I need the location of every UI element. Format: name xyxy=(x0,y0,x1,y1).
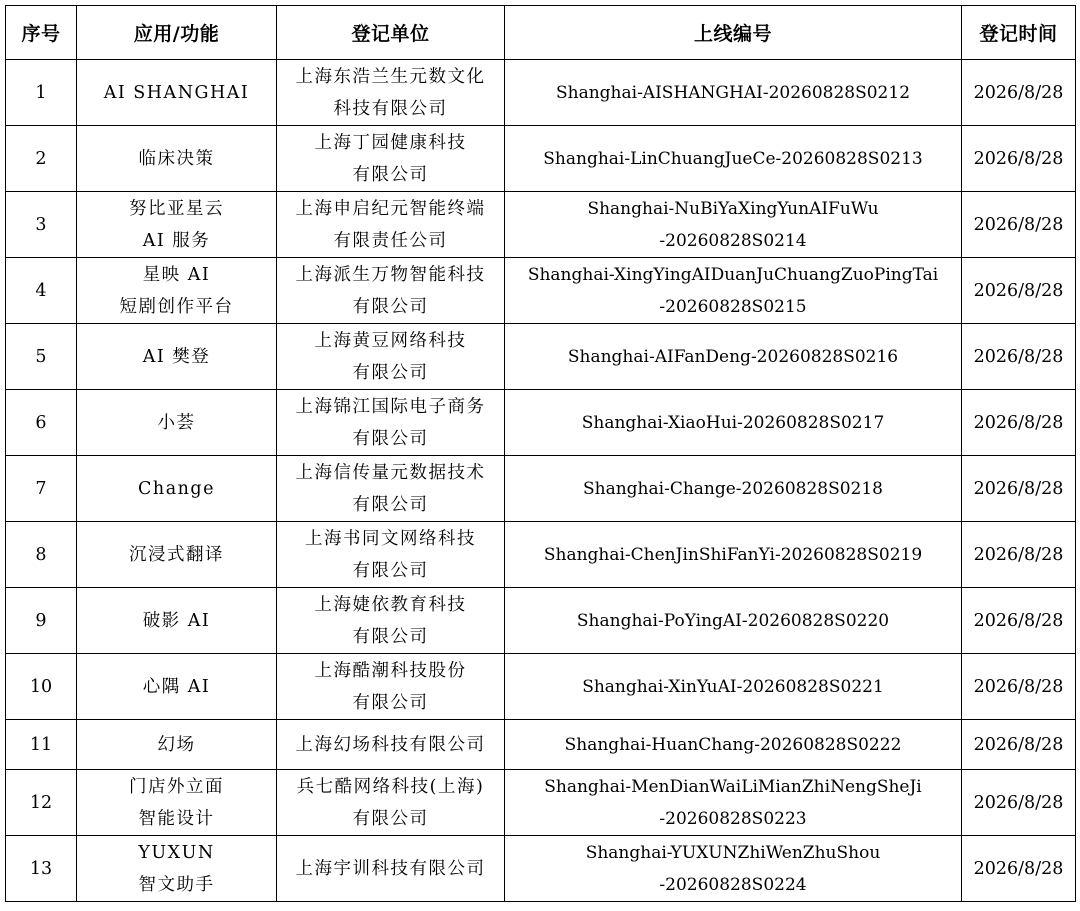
cell-code-line: Shanghai-NuBiYaXingYunAIFuWu xyxy=(587,198,879,219)
cell-app xyxy=(77,456,277,522)
cell-date: 2026/8/28 xyxy=(962,192,1076,258)
cell-org-line: 有限公司 xyxy=(352,428,429,449)
cell-code-line: Shanghai-AISHANGHAI-20260828S0212 xyxy=(555,82,911,103)
cell-org-line: 上海申启纪元智能终端 xyxy=(295,198,486,219)
cell-org xyxy=(277,770,505,836)
cell-app-line: 沉浸式翻译 xyxy=(129,544,224,565)
table-header-row xyxy=(6,6,1076,60)
cell-app-line: AI 服务 xyxy=(142,230,211,251)
header-index: 序号 xyxy=(6,6,77,60)
cell-index: 12 xyxy=(6,770,77,836)
cell-org xyxy=(277,720,505,770)
cell-code-line: Shanghai-XingYingAIDuanJuChuangZuoPingTai xyxy=(527,264,939,285)
cell-app xyxy=(77,126,277,192)
table-row xyxy=(6,390,1076,456)
header-org: 登记单位 xyxy=(277,6,505,60)
cell-org-line: 有限公司 xyxy=(352,494,429,515)
cell-org xyxy=(277,192,505,258)
cell-org-line: 有限公司 xyxy=(352,626,429,647)
header-app: 应用/功能 xyxy=(77,6,277,60)
cell-index: 10 xyxy=(6,654,77,720)
cell-org-line: 有限责任公司 xyxy=(333,230,448,251)
cell-org-line: 有限公司 xyxy=(352,164,429,185)
cell-code xyxy=(505,770,962,836)
registration-table xyxy=(5,5,1076,902)
cell-code xyxy=(505,192,962,258)
cell-app xyxy=(77,770,277,836)
cell-code-line: Shanghai-XinYuAI-20260828S0221 xyxy=(582,676,884,697)
cell-org-line: 上海派生万物智能科技 xyxy=(295,264,486,285)
cell-code-line: Shanghai-AIFanDeng-20260828S0216 xyxy=(567,346,899,367)
cell-org-line: 上海黄豆网络科技 xyxy=(314,330,467,351)
cell-org-line: 有限公司 xyxy=(352,808,429,829)
cell-app xyxy=(77,588,277,654)
table-row xyxy=(6,192,1076,258)
cell-code-line: Shanghai-YUXUNZhiWenZhuShou xyxy=(585,842,881,863)
cell-code-line: Shanghai-LinChuangJueCe-20260828S0213 xyxy=(543,148,923,169)
cell-date: 2026/8/28 xyxy=(962,836,1076,902)
cell-code xyxy=(505,390,962,456)
cell-app-line: AI SHANGHAI xyxy=(103,82,250,103)
cell-app-line: 智能设计 xyxy=(138,808,215,829)
cell-code xyxy=(505,324,962,390)
cell-org xyxy=(277,60,505,126)
cell-code-line: Shanghai-HuanChang-20260828S0222 xyxy=(564,734,902,755)
cell-app xyxy=(77,390,277,456)
cell-app-line: 门店外立面 xyxy=(129,776,224,797)
cell-app-line: YUXUN xyxy=(138,842,215,863)
cell-code-line: -20260828S0215 xyxy=(659,296,807,317)
cell-org-line: 上海信传量元数据技术 xyxy=(295,462,486,483)
cell-index: 5 xyxy=(6,324,77,390)
cell-date: 2026/8/28 xyxy=(962,390,1076,456)
cell-code-line: -20260828S0214 xyxy=(659,230,807,251)
cell-app-line: 星映 AI xyxy=(142,264,211,285)
table-row xyxy=(6,522,1076,588)
cell-date: 2026/8/28 xyxy=(962,654,1076,720)
cell-org-line: 有限公司 xyxy=(352,362,429,383)
cell-code-line: Shanghai-Change-20260828S0218 xyxy=(583,478,883,499)
cell-code-line: Shanghai-XiaoHui-20260828S0217 xyxy=(581,412,885,433)
table-row xyxy=(6,456,1076,522)
cell-app xyxy=(77,720,277,770)
cell-date: 2026/8/28 xyxy=(962,588,1076,654)
cell-org-line: 上海酷潮科技股份 xyxy=(314,660,467,681)
cell-org-line: 上海东浩兰生元数文化 xyxy=(295,66,486,87)
cell-date: 2026/8/28 xyxy=(962,770,1076,836)
cell-index: 4 xyxy=(6,258,77,324)
cell-date: 2026/8/28 xyxy=(962,522,1076,588)
cell-code xyxy=(505,654,962,720)
cell-org-line: 兵七酷网络科技(上海) xyxy=(296,776,485,797)
cell-org xyxy=(277,456,505,522)
cell-date: 2026/8/28 xyxy=(962,258,1076,324)
table-row xyxy=(6,770,1076,836)
cell-code-line: -20260828S0223 xyxy=(659,808,807,829)
cell-index: 11 xyxy=(6,720,77,770)
cell-org-line: 上海书同文网络科技 xyxy=(305,528,476,549)
cell-app-line: 短剧创作平台 xyxy=(119,296,234,317)
cell-code xyxy=(505,720,962,770)
cell-date: 2026/8/28 xyxy=(962,720,1076,770)
cell-org xyxy=(277,588,505,654)
cell-index: 9 xyxy=(6,588,77,654)
cell-org xyxy=(277,126,505,192)
cell-app xyxy=(77,192,277,258)
cell-index: 7 xyxy=(6,456,77,522)
cell-index: 3 xyxy=(6,192,77,258)
cell-org-line: 上海幻场科技有限公司 xyxy=(295,734,486,755)
cell-org xyxy=(277,836,505,902)
cell-code-line: Shanghai-MenDianWaiLiMianZhiNengSheJi xyxy=(544,776,922,797)
cell-org xyxy=(277,654,505,720)
header-date: 登记时间 xyxy=(962,6,1076,60)
cell-date: 2026/8/28 xyxy=(962,456,1076,522)
cell-org-line: 上海宇训科技有限公司 xyxy=(295,858,486,879)
cell-code xyxy=(505,60,962,126)
table-row xyxy=(6,836,1076,902)
cell-org-line: 有限公司 xyxy=(352,560,429,581)
cell-app-line: Change xyxy=(138,478,215,499)
cell-code xyxy=(505,126,962,192)
cell-app xyxy=(77,522,277,588)
cell-app-line: AI 樊登 xyxy=(142,346,211,367)
cell-code-line: Shanghai-PoYingAI-20260828S0220 xyxy=(576,610,890,631)
table-row xyxy=(6,60,1076,126)
cell-app-line: 临床决策 xyxy=(138,148,215,169)
cell-org-line: 上海丁园健康科技 xyxy=(314,132,467,153)
cell-app xyxy=(77,654,277,720)
cell-org-line: 上海锦江国际电子商务 xyxy=(295,396,486,417)
cell-app-line: 努比亚星云 xyxy=(129,198,224,219)
header-code: 上线编号 xyxy=(505,6,962,60)
cell-code xyxy=(505,522,962,588)
cell-date: 2026/8/28 xyxy=(962,60,1076,126)
cell-org-line: 有限公司 xyxy=(352,692,429,713)
cell-index: 8 xyxy=(6,522,77,588)
cell-org-line: 科技有限公司 xyxy=(333,98,448,119)
cell-date: 2026/8/28 xyxy=(962,324,1076,390)
cell-app xyxy=(77,836,277,902)
table-row xyxy=(6,654,1076,720)
cell-index: 2 xyxy=(6,126,77,192)
cell-app-line: 智文助手 xyxy=(138,874,215,895)
cell-app-line: 小荟 xyxy=(157,412,196,433)
cell-code xyxy=(505,456,962,522)
cell-app xyxy=(77,324,277,390)
cell-code xyxy=(505,258,962,324)
cell-org xyxy=(277,390,505,456)
cell-code-line: -20260828S0224 xyxy=(659,874,807,895)
cell-code-line: Shanghai-ChenJinShiFanYi-20260828S0219 xyxy=(543,544,923,565)
cell-org xyxy=(277,258,505,324)
table-row xyxy=(6,324,1076,390)
table-row xyxy=(6,258,1076,324)
cell-org xyxy=(277,324,505,390)
cell-date: 2026/8/28 xyxy=(962,126,1076,192)
table-body xyxy=(6,60,1076,902)
cell-app-line: 幻场 xyxy=(157,734,196,755)
table-row xyxy=(6,720,1076,770)
cell-org-line: 上海婕依教育科技 xyxy=(314,594,467,615)
cell-app-line: 破影 AI xyxy=(142,610,211,631)
cell-app-line: 心隅 AI xyxy=(142,676,211,697)
cell-index: 1 xyxy=(6,60,77,126)
cell-org-line: 有限公司 xyxy=(352,296,429,317)
table-row xyxy=(6,126,1076,192)
cell-index: 6 xyxy=(6,390,77,456)
cell-index: 13 xyxy=(6,836,77,902)
cell-code xyxy=(505,588,962,654)
cell-code xyxy=(505,836,962,902)
cell-org xyxy=(277,522,505,588)
cell-app xyxy=(77,258,277,324)
cell-app xyxy=(77,60,277,126)
table-row xyxy=(6,588,1076,654)
